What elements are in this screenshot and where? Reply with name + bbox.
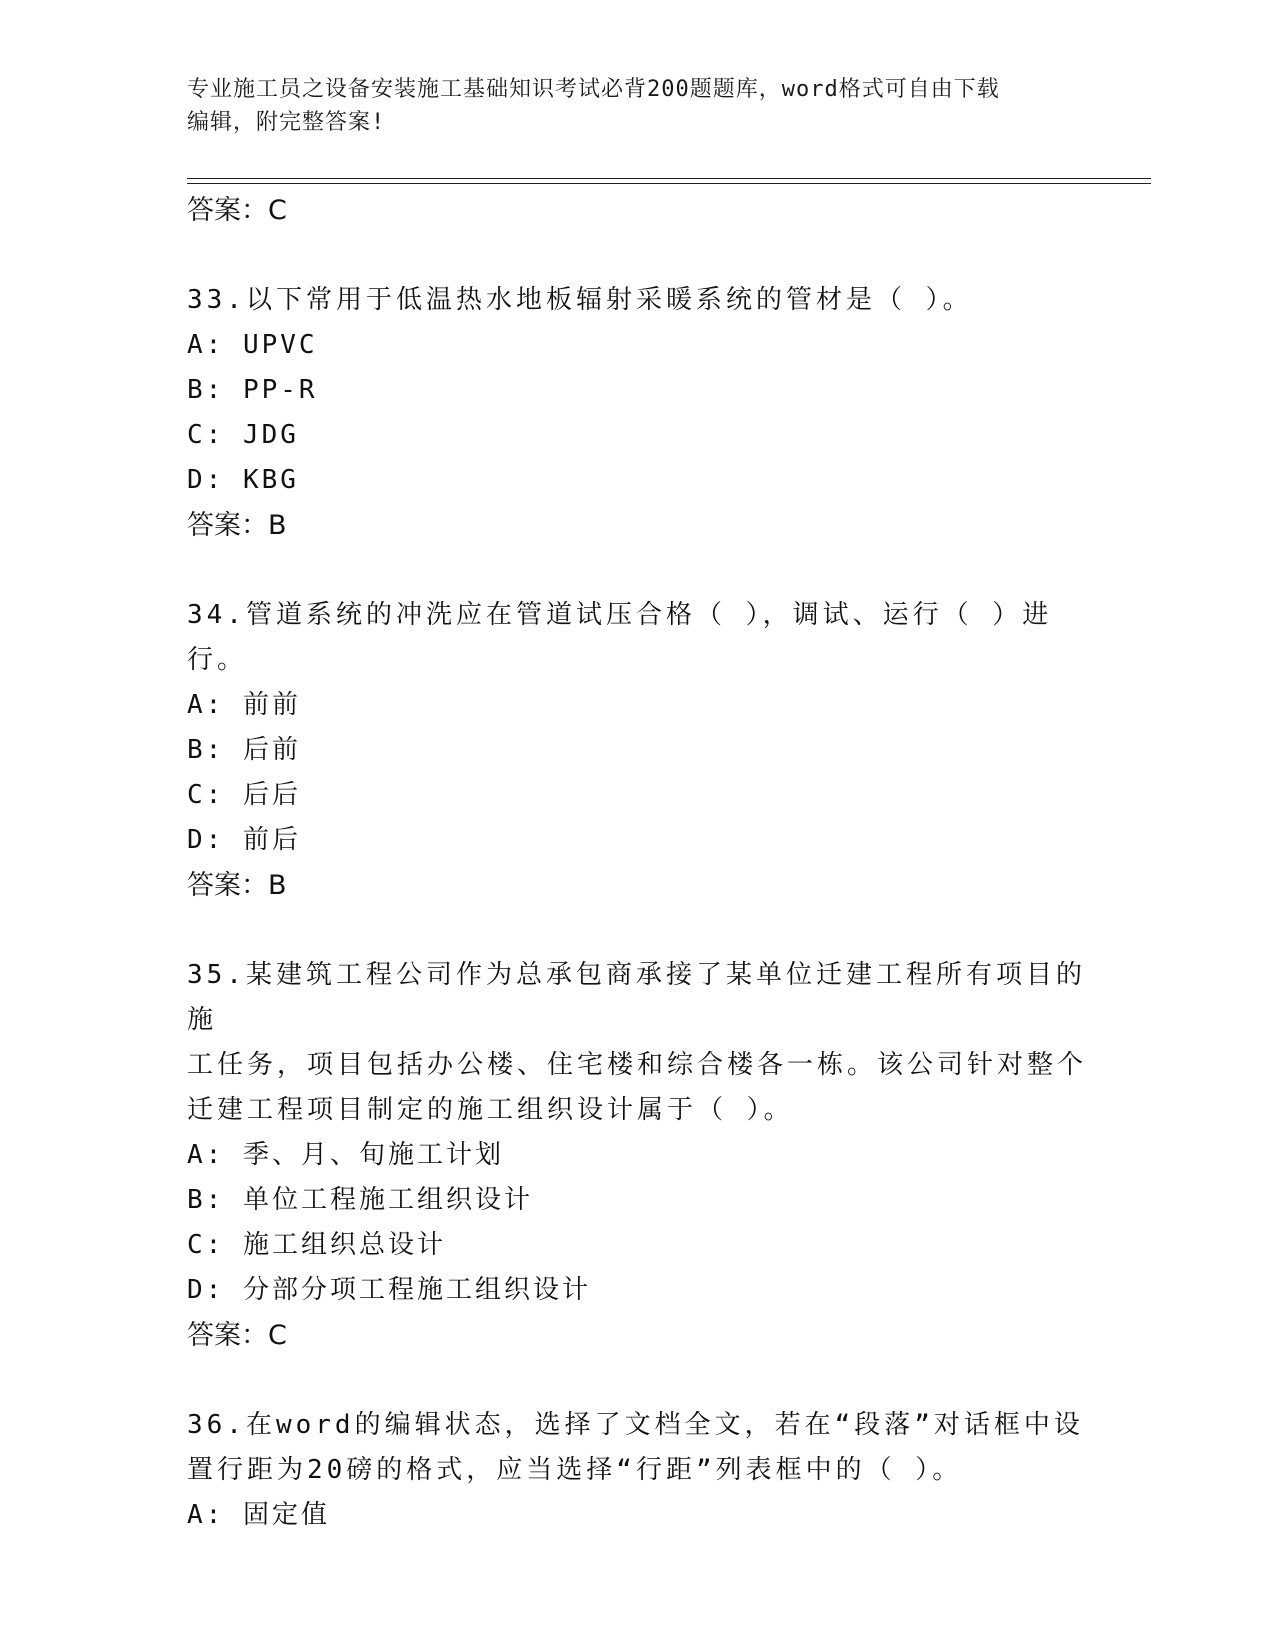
document-header xyxy=(187,73,1067,139)
option-b: B: PP-R xyxy=(187,375,318,405)
question-text-line: 迁建工程项目制定的施工组织设计属于（ ）。 xyxy=(187,1095,794,1125)
option-b: B: 单位工程施工组织设计 xyxy=(187,1185,533,1215)
option-b: B: 后前 xyxy=(187,735,301,765)
spacer xyxy=(187,549,1087,593)
spacer xyxy=(187,1359,1087,1403)
answer-line: 答案：C xyxy=(187,195,287,226)
option-c: C: 后后 xyxy=(187,780,301,810)
option-a: A: 前前 xyxy=(187,690,301,720)
question-text: 34.管道系统的冲洗应在管道试压合格（ ），调试、运行（ ）进行。 xyxy=(187,600,1053,675)
answer-line: 答案：B xyxy=(187,510,287,541)
answer-line: 答案：B xyxy=(187,870,287,901)
spacer xyxy=(187,909,1087,953)
option-a: A: UPVC xyxy=(187,330,318,360)
header-line-2: 编辑，附完整答案! xyxy=(187,110,386,135)
question-text: 33.以下常用于低温热水地板辐射采暖系统的管材是（ ）。 xyxy=(187,285,973,315)
question-list xyxy=(187,188,1087,1538)
spacer xyxy=(187,234,1087,278)
option-a: A: 固定值 xyxy=(187,1500,330,1530)
header-divider-top xyxy=(187,178,1151,179)
header-line-1: 专业施工员之设备安装施工基础知识考试必背200题题库，word格式可自由下载 xyxy=(187,77,1000,102)
option-a: A: 季、月、旬施工计划 xyxy=(187,1140,504,1170)
option-c: C: JDG xyxy=(187,420,299,450)
option-c: C: 施工组织总设计 xyxy=(187,1230,446,1260)
question-text-line: 工任务，项目包括办公楼、住宅楼和综合楼各一栋。该公司针对整个 xyxy=(187,1050,1088,1080)
question-text-line: 置行距为20磅的格式，应当选择“行距”列表框中的（ ）。 xyxy=(187,1455,963,1485)
option-d: D: KBG xyxy=(187,465,299,495)
answer-line: 答案：C xyxy=(187,1320,287,1351)
question-35 xyxy=(187,953,1087,1133)
question-34 xyxy=(187,593,1087,683)
question-36 xyxy=(187,1403,1087,1493)
question-text-line: 35.某建筑工程公司作为总承包商承接了某单位迁建工程所有项目的施 xyxy=(187,960,1086,1035)
question-33 xyxy=(187,278,1087,323)
option-d: D: 分部分项工程施工组织设计 xyxy=(187,1275,591,1305)
option-d: D: 前后 xyxy=(187,825,301,855)
question-text-line: 36.在word的编辑状态，选择了文档全文，若在“段落”对话框中设 xyxy=(187,1410,1084,1440)
header-divider-bottom xyxy=(187,183,1151,184)
